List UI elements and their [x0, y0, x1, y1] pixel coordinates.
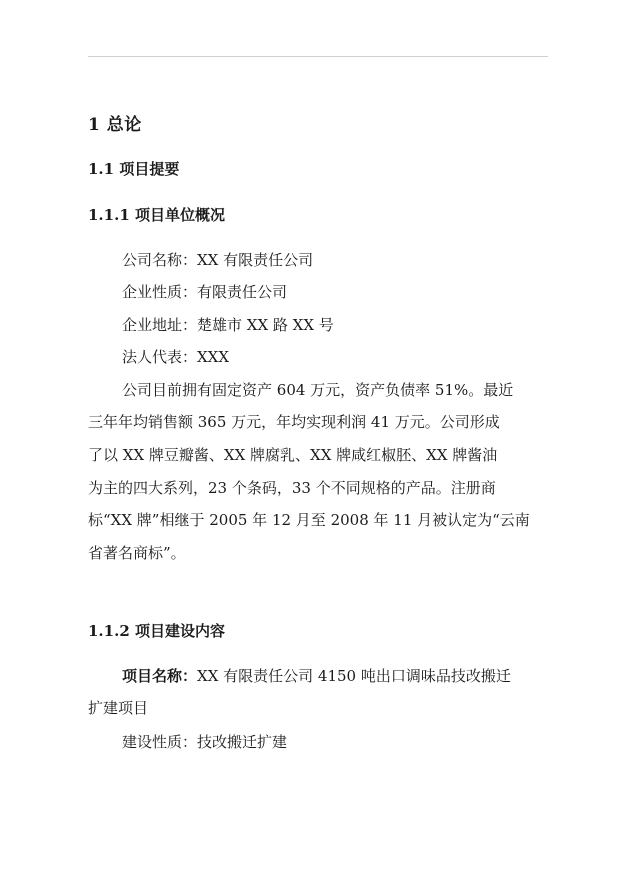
- overview-line: 为主的四大系列，23 个条码，33 个不同规格的产品。注册商: [88, 479, 496, 497]
- heading-project-unit: 1.1.1 项目单位概况: [88, 206, 225, 224]
- project-name-value: XX 有限责任公司 4150 吨出口调味品技改搬迁: [197, 667, 511, 685]
- project-name-line: [122, 665, 511, 687]
- overview-line: 了以 XX 牌豆瓣酱、XX 牌腐乳、XX 牌咸红椒胚、XX 牌酱油: [88, 446, 498, 464]
- company-legal-rep: 法人代表：XXX: [122, 348, 230, 366]
- heading-project-content: 1.1.2 项目建设内容: [88, 622, 225, 640]
- header-rule: [88, 56, 548, 57]
- heading-project-summary: 1.1 项目提要: [88, 160, 180, 178]
- overview-line: 公司目前拥有固定资产 604 万元，资产负债率 51%。最近: [122, 381, 514, 399]
- project-nature: 建设性质：技改搬迁扩建: [122, 733, 288, 751]
- heading-general: 1 总论: [88, 115, 142, 135]
- overview-line: 标“XX 牌”相继于 2005 年 12 月至 2008 年 11 月被认定为“云南: [88, 511, 530, 529]
- project-name-label: 项目名称：: [122, 667, 198, 685]
- overview-line: 省著名商标”。: [88, 544, 186, 562]
- company-name: 公司名称：XX 有限责任公司: [122, 251, 314, 269]
- overview-line: 三年年均销售额 365 万元，年均实现利润 41 万元。公司形成: [88, 413, 500, 431]
- project-name-continued: 扩建项目: [88, 699, 149, 717]
- company-nature: 企业性质：有限责任公司: [122, 283, 288, 301]
- company-address: 企业地址：楚雄市 XX 路 XX 号: [122, 316, 334, 334]
